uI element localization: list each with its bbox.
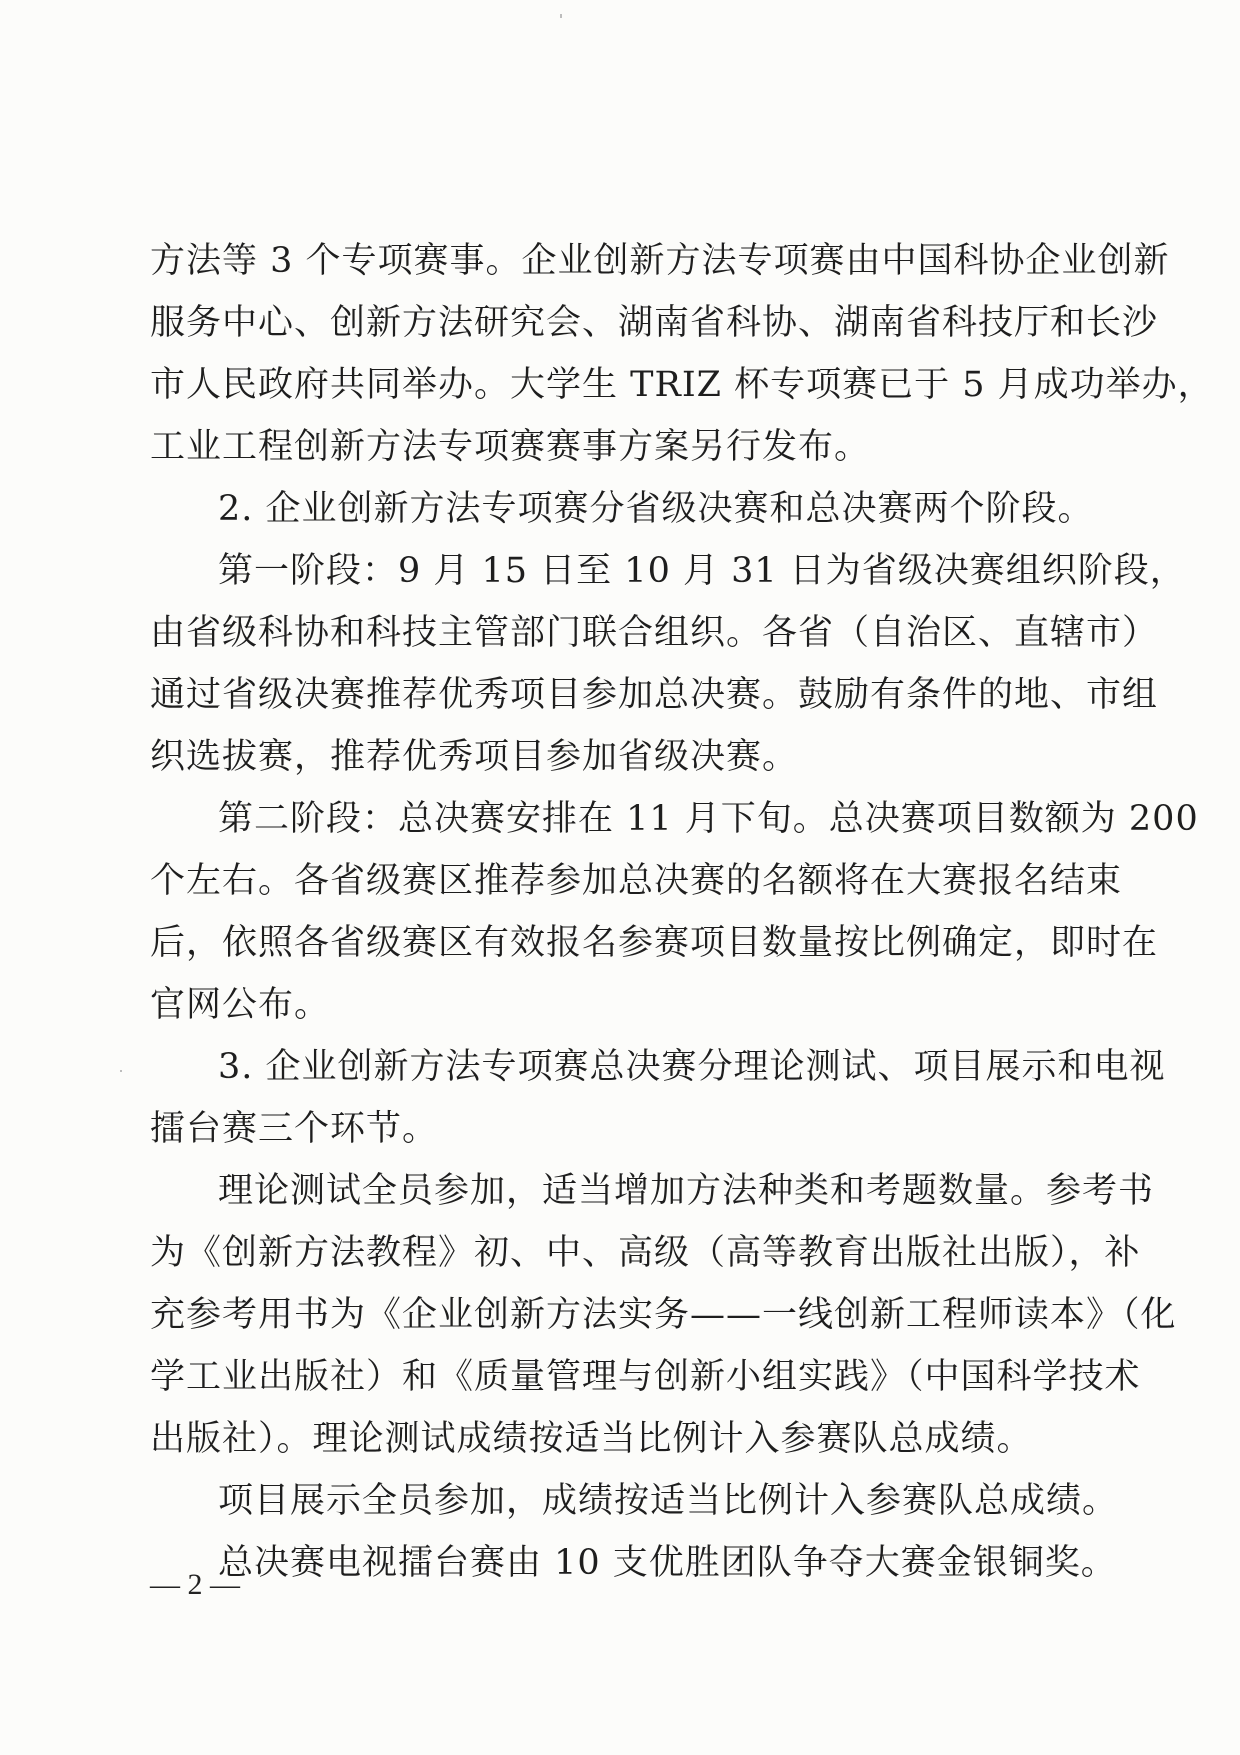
paragraph-line: 总决赛电视擂台赛由 10 支优胜团队争夺大赛金银铜奖。 [218, 1543, 1117, 1583]
paragraph-line: 后，依照各省级赛区有效报名参赛项目数量按比例确定，即时在 [150, 923, 1159, 963]
scan-speck [120, 1070, 122, 1072]
paragraph-line: 织选拔赛，推荐优秀项目参加省级决赛。 [150, 737, 799, 777]
paragraph-line: 出版社）。理论测试成绩按适当比例计入参赛队总成绩。 [150, 1419, 1033, 1459]
paragraph-line: 充参考用书为《企业创新方法实务——一线创新工程师读本》（化 [150, 1295, 1177, 1335]
paragraph-line: 2. 企业创新方法专项赛分省级决赛和总决赛两个阶段。 [218, 489, 1094, 529]
paragraph-line: 为《创新方法教程》初、中、高级（高等教育出版社出版），补 [150, 1233, 1141, 1273]
paragraph-line: 项目展示全员参加，成绩按适当比例计入参赛队总成绩。 [218, 1481, 1119, 1521]
paragraph-line: 学工业出版社）和《质量管理与创新小组实践》（中国科学技术 [150, 1357, 1141, 1397]
paragraph-line: 服务中心、创新方法研究会、湖南省科协、湖南省科技厅和长沙 [150, 303, 1159, 343]
paragraph-line: 第二阶段：总决赛安排在 11 月下旬。总决赛项目数额为 200 [218, 799, 1199, 839]
scan-speck [560, 14, 562, 18]
paragraph-line: 方法等 3 个专项赛事。企业创新方法专项赛由中国科协企业创新 [150, 241, 1170, 281]
paragraph-line: 擂台赛三个环节。 [150, 1109, 439, 1149]
paragraph-line: 第一阶段：9 月 15 日至 10 月 31 日为省级决赛组织阶段， [218, 551, 1186, 591]
paragraph-line: 理论测试全员参加，适当增加方法种类和考题数量。参考书 [218, 1171, 1155, 1211]
paragraph-line: 通过省级决赛推荐优秀项目参加总决赛。鼓励有条件的地、市组 [150, 675, 1159, 715]
paragraph-line: 由省级科协和科技主管部门联合组织。各省（自治区、直辖市） [150, 613, 1159, 653]
paragraph-line: 官网公布。 [150, 985, 331, 1025]
paragraph-line: 市人民政府共同举办。大学生 TRIZ 杯专项赛已于 5 月成功举办， [150, 365, 1214, 405]
paragraph-line: 3. 企业创新方法专项赛总决赛分理论测试、项目展示和电视 [218, 1047, 1166, 1087]
paragraph-line: 工业工程创新方法专项赛赛事方案另行发布。 [150, 427, 871, 467]
page-number: — 2 — [150, 1568, 240, 1601]
paragraph-line: 个左右。各省级赛区推荐参加总决赛的名额将在大赛报名结束 [150, 861, 1123, 901]
